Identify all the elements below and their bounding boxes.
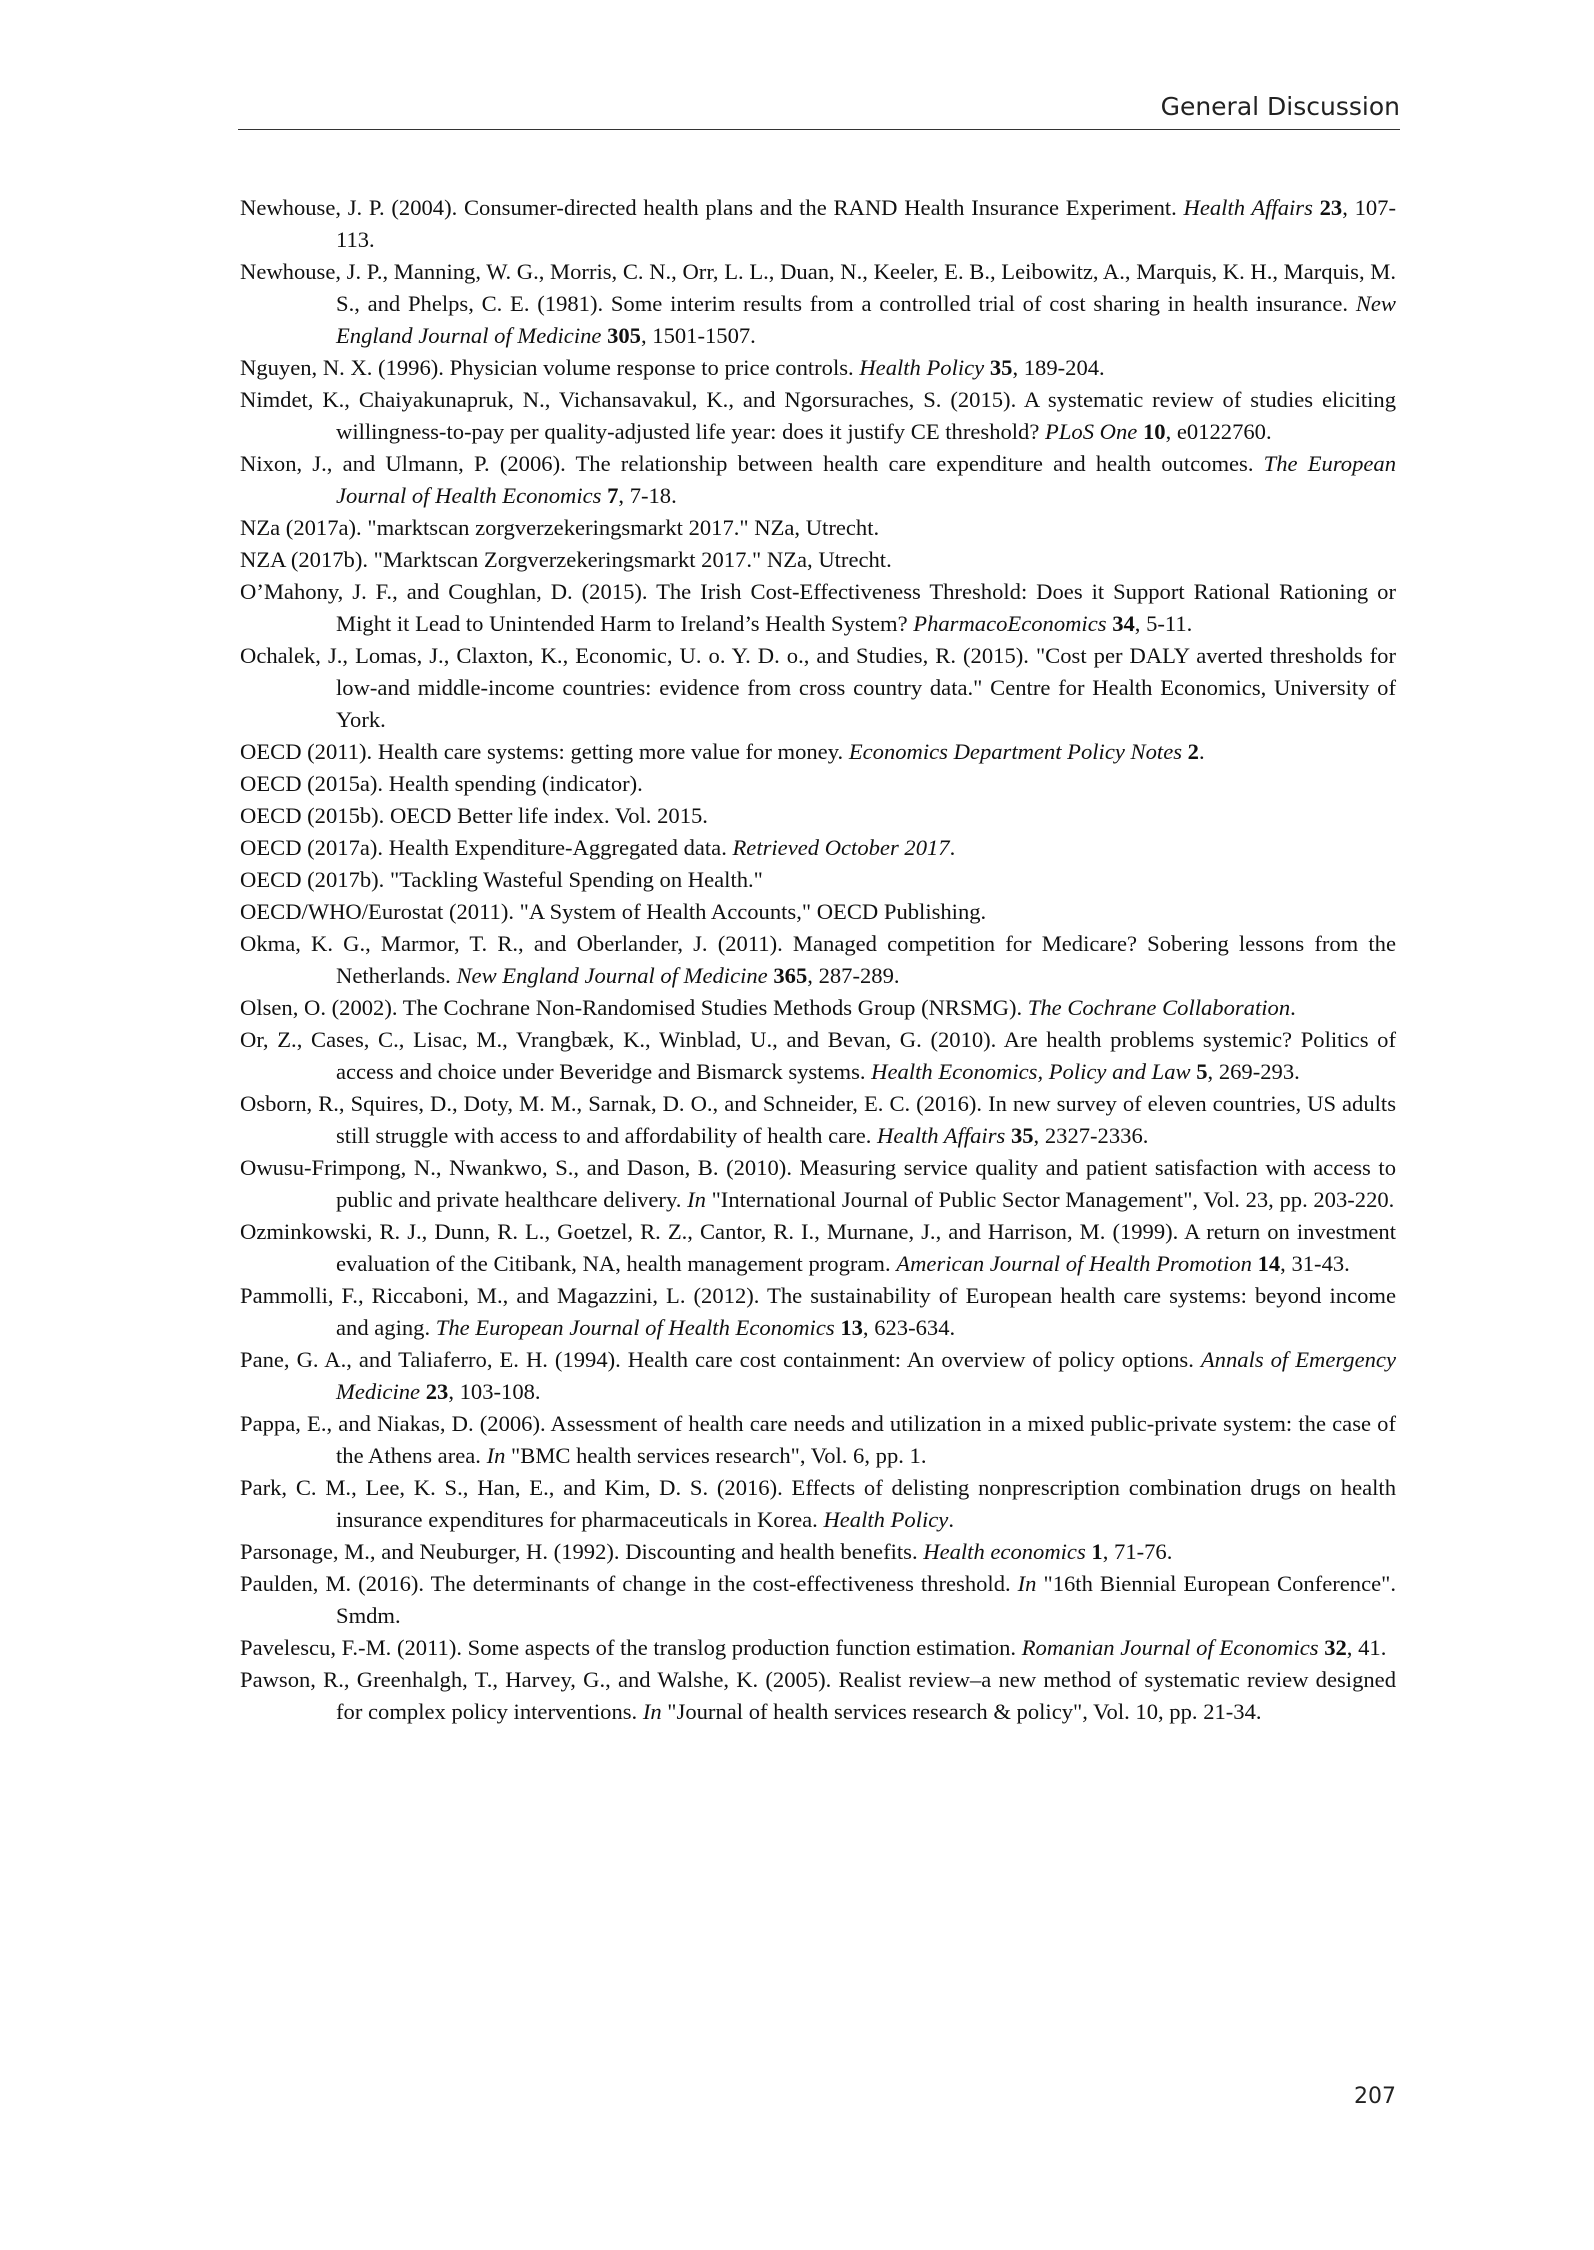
reference-entry [240,928,1396,992]
reference-pages: "Journal of health services research & policy", Vol. 10, pp. 21-34. [661,1699,1262,1724]
reference-text: OECD (2011). Health care systems: getting more value for money. [240,739,849,764]
reference-pages: , 103-108. [448,1379,541,1404]
reference-volume: 35 [1010,1123,1034,1148]
reference-journal: In [642,1699,662,1724]
reference-journal: PLoS One [1045,419,1138,444]
reference-text: O’Mahony, J. F., and Coughlan, D. (2015). The Irish Cost-Effectiveness Threshold: Does it Support Rational Rationing or Might it Lead to Unintended Harm to Ireland’s Health System? [240,579,1396,636]
reference-journal: The European Journal of Health Economics [435,1315,835,1340]
reference-entry [240,992,1396,1024]
reference-pages: , 623-634. [862,1315,956,1340]
reference-volume: 14 [1257,1251,1281,1276]
reference-text: Park, C. M., Lee, K. S., Han, E., and Kim, D. S. (2016). Effects of delisting nonprescription combination drugs on health insurance expenditures for pharmaceuticals in Korea. [240,1475,1396,1532]
reference-entry [240,1280,1396,1344]
reference-journal: The European Journal of Health Economics [336,451,1396,508]
reference-volume: 305 [607,323,641,348]
reference-entry [240,448,1396,512]
reference-pages: , 2327-2336. [1033,1123,1149,1148]
reference-pages: "16th Biennial European Conference". Smdm. [336,1571,1396,1628]
reference-entry [240,192,1396,256]
reference-entry [240,1536,1396,1568]
reference-volume: 365 [773,963,808,988]
reference-volume: 13 [840,1315,863,1340]
running-header-title: General Discussion [1160,92,1400,121]
reference-journal: Health Affairs [1183,195,1313,220]
reference-journal: Economics Department Policy Notes [848,739,1183,764]
reference-entry [240,1632,1396,1664]
reference-journal: Health Affairs [877,1123,1006,1148]
reference-text: NZa (2017a). "marktscan zorgverzekeringsmarkt 2017." NZa, Utrecht. [240,515,880,540]
reference-text: Pappa, E., and Niakas, D. (2006). Assessment of health care needs and utilization in a mixed public-private system: the case of the Athens area. [240,1411,1396,1468]
reference-pages: , 287-289. [807,963,900,988]
reference-text: Or, Z., Cases, C., Lisac, M., Vrangbæk, K., Winblad, U., and Bevan, G. (2010). Are health problems systemic? Politics of access and choice under Beveridge and Bismarck systems. [240,1027,1396,1084]
reference-volume: 34 [1112,611,1135,636]
reference-pages: , 7-18. [618,483,677,508]
reference-entry [240,736,1396,768]
reference-text: OECD (2017a). Health Expenditure-Aggregated data. [240,835,733,860]
reference-pages: , 71-76. [1102,1539,1173,1564]
reference-text: Nimdet, K., Chaiyakunapruk, N., Vichansavakul, K., and Ngorsuraches, S. (2015). A systematic review of studies eliciting willingness-to-pay per quality-adjusted life year: does it justify CE threshold? [240,387,1396,444]
reference-pages: , 31-43. [1280,1251,1350,1276]
reference-volume: 1 [1091,1539,1103,1564]
reference-entry [240,1216,1396,1280]
reference-pages: , 269-293. [1207,1059,1300,1084]
reference-entry [240,1568,1396,1632]
reference-text: Olsen, O. (2002). The Cochrane Non-Randomised Studies Methods Group (NRSMG). [240,995,1028,1020]
reference-journal: Health economics [923,1539,1086,1564]
reference-pages: , 5-11. [1134,611,1193,636]
reference-entry [240,1024,1396,1088]
reference-text: Pavelescu, F.-M. (2011). Some aspects of the translog production function estimation. [240,1635,1022,1660]
reference-volume: 5 [1196,1059,1208,1084]
reference-pages: . [948,1507,954,1532]
reference-journal: Romanian Journal of Economics [1021,1635,1319,1660]
reference-journal: PharmacoEconomics [913,611,1107,636]
reference-list [240,192,1396,1728]
reference-text: Parsonage, M., and Neuburger, H. (1992). Discounting and health benefits. [240,1539,924,1564]
reference-text: OECD/WHO/Eurostat (2011). "A System of Health Accounts," OECD Publishing. [240,899,987,924]
reference-entry [240,576,1396,640]
reference-entry [240,864,1396,896]
reference-journal: Health Economics, Policy and Law [871,1059,1191,1084]
reference-pages: , 41. [1346,1635,1387,1660]
page-number: 207 [1354,2084,1396,2109]
reference-entry [240,1408,1396,1472]
reference-journal: New England Journal of Medicine [336,291,1396,348]
reference-text: Owusu-Frimpong, N., Nwankwo, S., and Dason, B. (2010). Measuring service quality and patient satisfaction with access to public and private healthcare delivery. [240,1155,1396,1212]
reference-text: NZA (2017b). "Marktscan Zorgverzekeringsmarkt 2017." NZa, Utrecht. [240,547,892,572]
reference-journal: American Journal of Health Promotion [896,1251,1252,1276]
reference-pages: . [949,835,956,860]
reference-entry [240,896,1396,928]
reference-entry [240,1344,1396,1408]
reference-volume: 2 [1187,739,1199,764]
reference-text: OECD (2015b). OECD Better life index. Vol. 2015. [240,803,708,828]
reference-pages: , 1501-1507. [640,323,756,348]
reference-entry [240,544,1396,576]
reference-journal: Annals of Emergency Medicine [336,1347,1396,1404]
reference-volume: 35 [989,355,1013,380]
reference-volume: 32 [1324,1635,1347,1660]
reference-pages: , 107-113. [336,195,1396,252]
reference-pages: "BMC health services research", Vol. 6, pp. 1. [505,1443,927,1468]
reference-journal: In [1017,1571,1037,1596]
reference-text: Ochalek, J., Lomas, J., Claxton, K., Economic, U. o. Y. D. o., and Studies, R. (2015). "Cost per DALY averted thresholds for low-and middle-income countries: evidence from cross country data." Centre for Health Economics, University of York. [240,643,1396,732]
reference-text: Pane, G. A., and Taliaferro, E. H. (1994). Health care cost containment: An overview of policy options. [240,1347,1201,1372]
reference-text: Okma, K. G., Marmor, T. R., and Oberlander, J. (2011). Managed competition for Medicare? Sobering lessons from the Netherlands. [240,931,1396,988]
reference-entry [240,1664,1396,1728]
reference-journal: The Cochrane Collaboration [1027,995,1291,1020]
reference-text: Pammolli, F., Riccaboni, M., and Magazzini, L. (2012). The sustainability of European health care systems: beyond income and aging. [240,1283,1396,1340]
reference-entry [240,832,1396,864]
reference-journal: In [687,1187,706,1212]
reference-journal: Health Policy [823,1507,949,1532]
reference-volume: 23 [1319,195,1343,220]
reference-entry [240,512,1396,544]
reference-journal: Retrieved October 2017 [732,835,950,860]
reference-entry [240,1152,1396,1216]
reference-volume: 23 [425,1379,449,1404]
reference-journal: New England Journal of Medicine [456,963,768,988]
reference-entry [240,1088,1396,1152]
reference-text: OECD (2015a). Health spending (indicator). [240,771,643,796]
header-divider [238,129,1400,130]
reference-entry [240,384,1396,448]
reference-volume: 10 [1142,419,1166,444]
reference-pages: . [1290,995,1296,1020]
reference-entry [240,1472,1396,1536]
reference-pages: , 189-204. [1012,355,1105,380]
reference-text: Nguyen, N. X. (1996). Physician volume response to price controls. [240,355,860,380]
reference-text: OECD (2017b). "Tackling Wasteful Spending on Health." [240,867,763,892]
reference-text: Pawson, R., Greenhalgh, T., Harvey, G., and Walshe, K. (2005). Realist review–a new method of systematic review designed for complex policy interventions. [240,1667,1396,1724]
reference-entry [240,256,1396,352]
reference-pages: , e0122760. [1165,419,1272,444]
reference-text: Newhouse, J. P., Manning, W. G., Morris, C. N., Orr, L. L., Duan, N., Keeler, E. B., Leibowitz, A., Marquis, K. H., Marquis, M. S., and Phelps, C. E. (1981). Some interim results from a controlled trial of cost sharing in health insurance. [240,259,1397,316]
reference-entry [240,768,1396,800]
reference-text: Osborn, R., Squires, D., Doty, M. M., Sarnak, D. O., and Schneider, E. C. (2016). In new survey of eleven countries, US adults still struggle with access to and affordability of health care. [240,1091,1396,1148]
reference-entry [240,800,1396,832]
reference-entry [240,640,1396,736]
reference-text: Ozminkowski, R. J., Dunn, R. L., Goetzel, R. Z., Cantor, R. I., Murnane, J., and Harrison, M. (1999). A return on investment evaluation of the Citibank, NA, health management program. [240,1219,1396,1276]
reference-text: Nixon, J., and Ulmann, P. (2006). The relationship between health care expenditure and health outcomes. [240,451,1264,476]
reference-pages: . [1198,739,1205,764]
reference-entry [240,352,1396,384]
reference-journal: Health Policy [859,355,985,380]
reference-text: Newhouse, J. P. (2004). Consumer-directed health plans and the RAND Health Insurance Experiment. [240,195,1184,220]
reference-journal: In [486,1443,506,1468]
reference-text: Paulden, M. (2016). The determinants of change in the cost-effectiveness threshold. [240,1571,1018,1596]
reference-pages: "International Journal of Public Sector Management", Vol. 23, pp. 203-220. [705,1187,1395,1212]
reference-volume: 7 [607,483,619,508]
